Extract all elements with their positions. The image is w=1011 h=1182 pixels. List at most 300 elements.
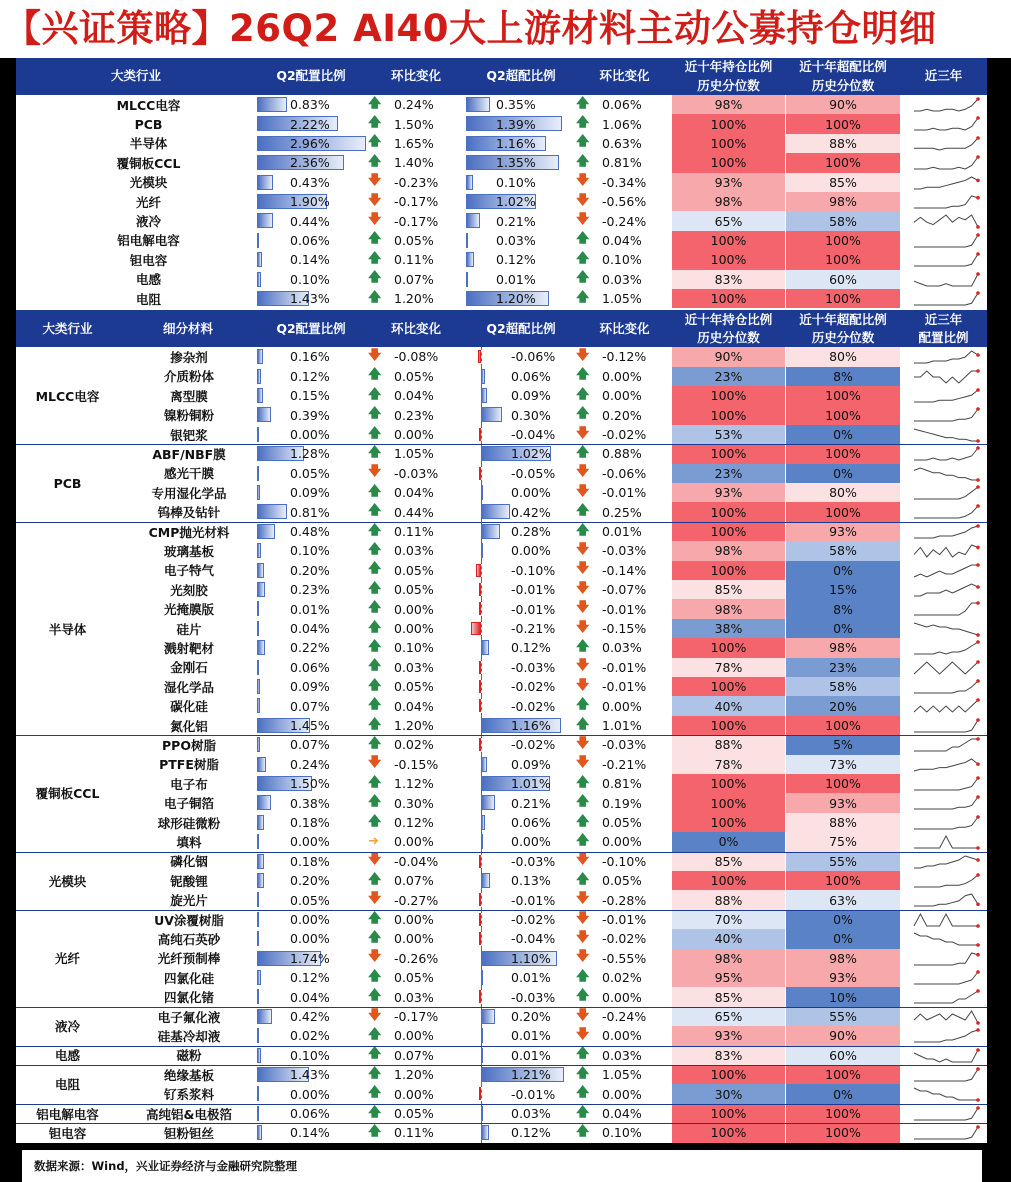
- overweight-change-value: 1.06%: [602, 116, 642, 132]
- header-cell: 近十年持仓比例 历史分位数: [684, 59, 773, 93]
- sparkline-path: [914, 1127, 978, 1139]
- overweight-value: 1.39%: [496, 116, 536, 132]
- overweight-change-value: -0.07%: [602, 582, 647, 598]
- change-arrow-icon: 🡅: [368, 1085, 382, 1101]
- overweight-bar-negative: [479, 583, 481, 596]
- overweight-value: -0.06%: [511, 349, 556, 365]
- holding-percentile: 93%: [672, 173, 785, 192]
- sparkline-path: [914, 215, 978, 227]
- sparkline-path: [914, 972, 978, 984]
- overweight-value: -0.03%: [511, 989, 556, 1005]
- alloc-value: 0.42%: [290, 1009, 330, 1025]
- sparkline-cell: [912, 484, 982, 504]
- alloc-bar: [257, 582, 265, 597]
- overweight-change-arrow-icon: 🡅: [576, 716, 590, 732]
- header-cell: 细分材料: [162, 320, 213, 336]
- sparkline: [912, 290, 982, 307]
- holding-percentile: 100%: [672, 1104, 785, 1123]
- overweight-bar-negative: [479, 428, 481, 441]
- holding-percentile: 100%: [672, 677, 785, 696]
- sparkline-last-point: [976, 136, 980, 140]
- sparkline: [912, 387, 982, 404]
- table2-body: [16, 347, 987, 1142]
- overweight-percentile: 0%: [786, 619, 900, 638]
- overweight-percentile: 10%: [786, 987, 900, 1006]
- overweight-change-arrow-icon: 🡅: [576, 250, 590, 266]
- table-row: [16, 289, 987, 308]
- sparkline-path: [914, 623, 978, 635]
- row-name: 铝电解电容: [117, 233, 180, 249]
- overweight-change-value: 0.25%: [602, 504, 642, 520]
- sparkline-cell: [912, 1027, 982, 1047]
- row-name: 钽电容: [129, 252, 168, 268]
- header-cell: 环比变化: [390, 68, 441, 84]
- row-name: 电子氟化液: [157, 1009, 221, 1025]
- table-row: [16, 774, 987, 793]
- table-row: [16, 250, 987, 269]
- alloc-value: 0.04%: [290, 989, 330, 1005]
- header-cell: 近十年超配比例 历史分位数: [799, 311, 887, 345]
- overweight-value: 0.01%: [511, 970, 551, 986]
- overweight-percentile: 58%: [786, 541, 900, 560]
- overweight-change-value: -0.55%: [602, 950, 647, 966]
- sparkline-path: [914, 1050, 978, 1062]
- row-name: PCB: [134, 116, 163, 132]
- change-arrow-icon: 🡅: [368, 445, 382, 460]
- alloc-bar: [257, 1106, 259, 1121]
- row-name: 电子特气: [163, 563, 214, 579]
- category-label: MLCC电容: [16, 347, 119, 444]
- change-value: 0.00%: [394, 931, 434, 947]
- holding-percentile: 38%: [672, 619, 785, 638]
- overweight-value: 0.20%: [511, 1009, 551, 1025]
- change-arrow-icon: 🡅: [368, 1046, 382, 1062]
- holding-percentile: 100%: [672, 114, 785, 133]
- sparkline-last-point: [976, 233, 980, 237]
- sparkline-last-point: [976, 524, 980, 528]
- sparkline: [912, 368, 982, 385]
- overweight-value: -0.01%: [511, 601, 556, 617]
- table-row: [16, 580, 987, 599]
- header-cell: 近十年持仓比例 历史分位数: [684, 311, 773, 345]
- sparkline-cell: [912, 445, 982, 465]
- alloc-bar: [257, 233, 259, 248]
- sparkline: [912, 872, 982, 889]
- change-value: 0.02%: [394, 737, 434, 753]
- overweight-value: 0.00%: [511, 485, 551, 501]
- holding-percentile: 93%: [672, 483, 785, 502]
- alloc-value: 0.09%: [290, 485, 330, 501]
- overweight-value: -0.05%: [511, 465, 556, 481]
- sparkline-last-point: [976, 196, 980, 200]
- sparkline: [912, 794, 982, 811]
- alloc-value: 2.36%: [290, 155, 330, 171]
- overweight-change-value: 0.03%: [602, 271, 642, 287]
- holding-percentile: 88%: [672, 890, 785, 909]
- change-value: -0.03%: [394, 465, 439, 481]
- row-name: CMP抛光材料: [148, 524, 230, 540]
- zero-baseline: [481, 987, 482, 1006]
- alloc-bar: [257, 504, 287, 519]
- overweight-percentile: 5%: [786, 735, 900, 754]
- sparkline: [912, 562, 982, 579]
- overweight-bar: [481, 504, 510, 519]
- overweight-value: 0.01%: [511, 1047, 551, 1063]
- change-arrow-icon: 🡇: [368, 891, 382, 907]
- overweight-bar-negative: [479, 990, 481, 1003]
- overweight-value: 0.10%: [496, 174, 536, 190]
- change-value: 0.00%: [394, 621, 434, 637]
- change-value: 0.12%: [394, 815, 434, 831]
- change-arrow-icon: 🡇: [368, 173, 382, 189]
- table-row: [16, 716, 987, 735]
- table-row: [16, 1104, 987, 1123]
- overweight-bar: [466, 213, 480, 228]
- alloc-bar: [257, 640, 265, 655]
- change-value: 0.07%: [394, 1047, 434, 1063]
- overweight-change-arrow-icon: 🡅: [576, 794, 590, 810]
- sparkline: [912, 465, 982, 482]
- overweight-bar-negative: [478, 350, 481, 363]
- overweight-change-value: 0.01%: [602, 524, 642, 540]
- header-cell: 近十年超配比例 历史分位数: [799, 59, 887, 93]
- alloc-bar: [257, 679, 260, 694]
- table-row: [16, 173, 987, 192]
- sparkline: [912, 775, 982, 792]
- change-arrow-icon: 🡅: [368, 639, 382, 654]
- sparkline: [912, 678, 982, 695]
- overweight-bar-negative: [479, 602, 481, 615]
- alloc-value: 0.10%: [290, 1047, 330, 1063]
- category-label: 半导体: [16, 522, 119, 735]
- alloc-bar: [257, 349, 263, 364]
- overweight-change-value: 0.81%: [602, 776, 642, 792]
- overweight-change-value: -0.02%: [602, 931, 647, 947]
- alloc-bar: [257, 892, 259, 907]
- overweight-change-arrow-icon: 🡅: [576, 367, 590, 383]
- sparkline-path: [914, 739, 978, 751]
- alloc-value: 0.18%: [290, 815, 330, 831]
- table-row: [16, 1084, 987, 1103]
- overweight-change-arrow-icon: 🡅: [576, 406, 590, 422]
- overweight-percentile: 100%: [786, 1104, 900, 1123]
- group-separator: [16, 522, 987, 523]
- overweight-change-arrow-icon: 🡇: [576, 619, 590, 635]
- holding-percentile: 100%: [672, 289, 785, 308]
- table1-header: [16, 58, 987, 95]
- change-arrow-icon: 🡅: [368, 1065, 382, 1081]
- alloc-value: 0.09%: [290, 679, 330, 695]
- change-arrow-icon: 🡇: [368, 852, 382, 868]
- holding-percentile: 100%: [672, 871, 785, 890]
- sparkline: [912, 988, 982, 1005]
- sparkline-path: [914, 642, 978, 654]
- alloc-bar: [257, 873, 264, 888]
- overweight-value: 0.35%: [496, 97, 536, 113]
- change-arrow-icon: 🡅: [368, 677, 382, 693]
- sparkline-last-point: [976, 155, 980, 159]
- holding-percentile: 100%: [672, 774, 785, 793]
- overweight-percentile: 8%: [786, 599, 900, 618]
- overweight-value: 0.42%: [511, 504, 551, 520]
- overweight-percentile: 0%: [786, 561, 900, 580]
- overweight-percentile: 73%: [786, 755, 900, 774]
- tables-container: [16, 58, 987, 1143]
- sparkline-last-point: [976, 563, 980, 567]
- zero-baseline: [481, 425, 482, 444]
- change-arrow-icon: 🡅: [368, 774, 382, 790]
- holding-percentile: 100%: [672, 231, 785, 250]
- alloc-bar: [257, 931, 259, 946]
- overweight-value: 1.20%: [496, 291, 536, 307]
- sparkline-cell: [912, 1008, 982, 1028]
- overweight-change-arrow-icon: 🡇: [576, 600, 590, 616]
- sparkline-path: [914, 778, 978, 790]
- change-value: 0.05%: [394, 582, 434, 598]
- table-row: [16, 483, 987, 502]
- sparkline-last-point: [976, 796, 980, 800]
- alloc-value: 0.18%: [290, 853, 330, 869]
- change-arrow-icon: 🡅: [368, 968, 382, 984]
- overweight-value: 0.06%: [511, 815, 551, 831]
- change-value: 0.05%: [394, 368, 434, 384]
- change-value: 0.10%: [394, 640, 434, 656]
- overweight-percentile: 93%: [786, 968, 900, 987]
- sparkline-cell: [912, 581, 982, 601]
- change-value: 0.03%: [394, 543, 434, 559]
- overweight-change-value: -0.02%: [602, 427, 647, 443]
- table-row: [16, 211, 987, 230]
- change-arrow-icon: 🡅: [368, 716, 382, 732]
- change-value: 0.44%: [394, 504, 434, 520]
- sparkline-cell: [912, 639, 982, 659]
- alloc-value: 0.83%: [290, 97, 330, 113]
- alloc-value: 1.28%: [290, 446, 330, 462]
- alloc-value: 1.74%: [290, 950, 330, 966]
- category-label: 覆铜板CCL: [16, 735, 119, 851]
- overweight-change-value: -0.01%: [602, 485, 647, 501]
- sparkline: [912, 853, 982, 870]
- table-row: [16, 813, 987, 832]
- sparkline-last-point: [976, 1099, 980, 1103]
- overweight-percentile: 100%: [786, 289, 900, 308]
- change-value: 0.11%: [394, 252, 434, 268]
- sparkline-last-point: [976, 1125, 980, 1129]
- row-name: 填料: [176, 834, 202, 850]
- zero-baseline: [481, 677, 482, 696]
- overweight-change-arrow-icon: 🡅: [576, 968, 590, 984]
- alloc-bar: [257, 485, 260, 500]
- table-row: [16, 755, 987, 774]
- overweight-change-value: -0.34%: [602, 174, 647, 190]
- change-arrow-icon: 🡇: [368, 1007, 382, 1023]
- overweight-change-arrow-icon: 🡇: [576, 425, 590, 441]
- row-name: 光纤: [135, 194, 161, 210]
- sparkline-last-point: [976, 762, 980, 766]
- sparkline-last-point: [976, 1067, 980, 1071]
- alloc-bar: [257, 660, 259, 675]
- table-row: [16, 852, 987, 871]
- overweight-value: -0.03%: [511, 853, 556, 869]
- zero-baseline: [481, 619, 482, 638]
- header-cell: Q2配置比例: [276, 320, 346, 336]
- overweight-bar-negative: [479, 893, 481, 906]
- overweight-change-value: 0.00%: [602, 1028, 642, 1044]
- sparkline-last-point: [976, 97, 980, 101]
- header-cell: 大类行业: [42, 320, 93, 336]
- change-value: 0.07%: [394, 271, 434, 287]
- overweight-change-value: -0.24%: [602, 213, 647, 229]
- alloc-value: 0.00%: [290, 834, 330, 850]
- overweight-change-value: -0.03%: [602, 737, 647, 753]
- alloc-value: 0.05%: [290, 465, 330, 481]
- overweight-percentile: 60%: [786, 270, 900, 289]
- change-value: 0.04%: [394, 388, 434, 404]
- overweight-bar-negative: [479, 699, 481, 712]
- overweight-change-arrow-icon: 🡇: [576, 1007, 590, 1023]
- overweight-percentile: 98%: [786, 192, 900, 211]
- overweight-change-arrow-icon: 🡇: [576, 464, 590, 480]
- overweight-change-value: 0.03%: [602, 640, 642, 656]
- alloc-bar: [257, 698, 260, 713]
- sparkline-path: [914, 351, 978, 363]
- sparkline-path: [914, 118, 978, 130]
- overweight-change-value: -0.15%: [602, 621, 647, 637]
- sparkline-path: [914, 1088, 978, 1100]
- alloc-value: 0.24%: [290, 756, 330, 772]
- sparkline: [912, 930, 982, 947]
- row-name: 感光干膜: [163, 466, 214, 482]
- row-name: 电感: [135, 272, 161, 288]
- overweight-bar: [481, 970, 483, 985]
- overweight-value: -0.01%: [511, 892, 556, 908]
- overweight-value: 0.03%: [496, 232, 536, 248]
- overweight-percentile: 0%: [786, 425, 900, 444]
- change-arrow-icon: 🡅: [368, 95, 382, 111]
- header-cell: 环比变化: [599, 68, 650, 84]
- overweight-value: 0.28%: [511, 524, 551, 540]
- row-name: 金刚石: [170, 660, 208, 676]
- sparkline-last-point: [976, 485, 980, 489]
- change-value: 1.20%: [394, 718, 434, 734]
- alloc-bar: [257, 543, 261, 558]
- alloc-value: 0.22%: [290, 640, 330, 656]
- overweight-change-value: -0.03%: [602, 543, 647, 559]
- holding-percentile: 70%: [672, 910, 785, 929]
- category-label: 光纤: [16, 910, 119, 1007]
- sparkline-cell: [912, 853, 982, 873]
- change-value: 1.20%: [394, 1067, 434, 1083]
- sparkline-last-point: [976, 679, 980, 683]
- row-name: 四氯化硅: [163, 970, 214, 986]
- sparkline-path: [914, 603, 978, 615]
- row-name: 硅基冷却液: [157, 1028, 221, 1044]
- overweight-percentile: 100%: [786, 716, 900, 735]
- change-value: 0.00%: [394, 427, 434, 443]
- table1-body: [16, 95, 987, 308]
- alloc-bar: [257, 407, 271, 422]
- overweight-value: -0.02%: [511, 698, 556, 714]
- sparkline-cell: [912, 503, 982, 523]
- row-name: 硅片: [176, 621, 202, 637]
- overweight-change-value: 0.00%: [602, 388, 642, 404]
- sparkline: [912, 174, 982, 191]
- sparkline-cell: [912, 717, 982, 737]
- group-separator: [16, 1046, 987, 1047]
- overweight-change-arrow-icon: 🡅: [576, 386, 590, 402]
- change-value: -0.23%: [394, 174, 439, 190]
- change-arrow-icon: 🡅: [368, 1124, 382, 1139]
- alloc-value: 2.96%: [290, 135, 330, 151]
- alloc-value: 0.14%: [290, 252, 330, 268]
- overweight-change-arrow-icon: 🡅: [576, 833, 590, 848]
- overweight-percentile: 20%: [786, 696, 900, 715]
- sparkline-cell: [912, 193, 982, 213]
- sparkline-last-point: [976, 858, 980, 862]
- change-arrow-icon: 🡇: [368, 212, 382, 228]
- holding-percentile: 100%: [672, 386, 785, 405]
- holding-percentile: 88%: [672, 735, 785, 754]
- sparkline-path: [914, 1108, 978, 1120]
- change-value: -0.15%: [394, 756, 439, 772]
- sparkline: [912, 1124, 982, 1141]
- sparkline-path: [914, 526, 978, 538]
- overweight-percentile: 100%: [786, 231, 900, 250]
- alloc-value: 1.45%: [290, 718, 330, 734]
- category-label: 电感: [16, 1046, 119, 1065]
- sparkline-last-point: [976, 1048, 980, 1052]
- row-name: 光模块: [129, 175, 168, 191]
- overweight-change-value: 0.19%: [602, 795, 642, 811]
- sparkline-last-point: [976, 943, 980, 947]
- overweight-change-value: 0.03%: [602, 1047, 642, 1063]
- overweight-percentile: 80%: [786, 483, 900, 502]
- change-arrow-icon: 🡅: [368, 115, 382, 131]
- alloc-value: 2.22%: [290, 116, 330, 132]
- alloc-bar: [257, 854, 264, 869]
- overweight-percentile: 15%: [786, 580, 900, 599]
- sparkline: [912, 1105, 982, 1122]
- sparkline-cell: [912, 620, 982, 640]
- table-row: [16, 192, 987, 211]
- change-value: 1.50%: [394, 116, 434, 132]
- sparkline-path: [914, 759, 978, 771]
- sparkline-path: [914, 700, 978, 712]
- header-cell: 大类行业: [110, 68, 161, 84]
- overweight-change-arrow-icon: 🡇: [576, 580, 590, 596]
- change-arrow-icon: 🡅: [368, 289, 382, 305]
- change-value: 0.11%: [394, 1125, 434, 1141]
- change-arrow-icon: 🡅: [368, 134, 382, 150]
- holding-percentile: 100%: [672, 638, 785, 657]
- overweight-percentile: 100%: [786, 774, 900, 793]
- row-name: 高纯石英砂: [157, 931, 221, 947]
- change-value: 1.05%: [394, 446, 434, 462]
- sparkline-path: [914, 254, 978, 266]
- overweight-change-value: 0.00%: [602, 834, 642, 850]
- sparkline-cell: [912, 348, 982, 368]
- sparkline-cell: [912, 1047, 982, 1067]
- overweight-value: 0.03%: [511, 1106, 551, 1122]
- group-separator: [16, 852, 987, 853]
- holding-percentile: 83%: [672, 270, 785, 289]
- change-value: 0.30%: [394, 795, 434, 811]
- change-arrow-icon: 🡅: [368, 270, 382, 286]
- sparkline: [912, 135, 982, 152]
- change-arrow-icon: 🡇: [368, 348, 382, 363]
- holding-percentile: 100%: [672, 134, 785, 153]
- alloc-bar: [257, 834, 259, 849]
